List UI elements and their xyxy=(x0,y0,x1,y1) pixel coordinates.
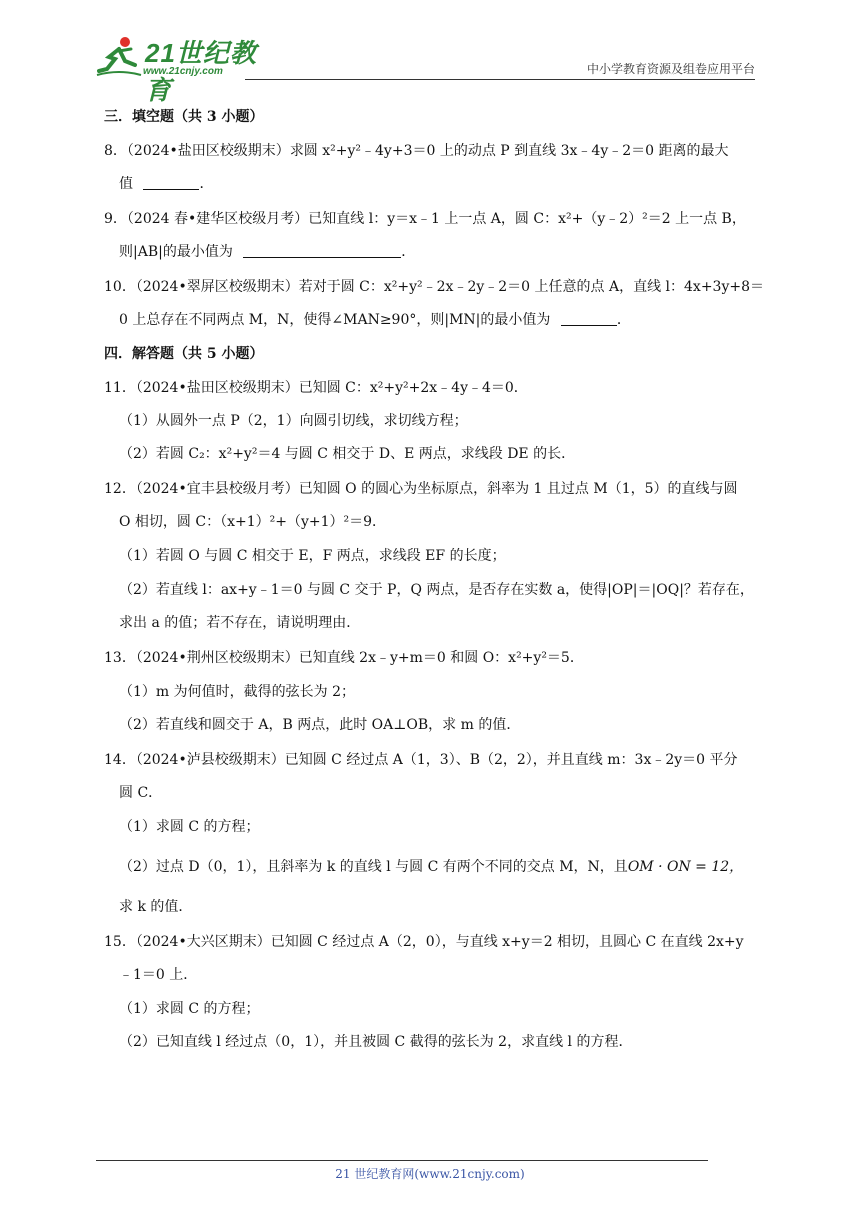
question-14-part-2a xyxy=(119,856,743,876)
question-12-line-2: O 相切，圆 C：（x+1）²+（y+1）²＝9． xyxy=(119,514,387,530)
question-15-part-1: （1）求圆 C 的方程； xyxy=(119,1001,260,1017)
header-divider xyxy=(245,79,755,80)
question-number: 9． xyxy=(104,211,127,227)
question-12-part-2b: 求出 a 的值；若不存在，请说明理由． xyxy=(119,615,361,631)
question-13-line-1 xyxy=(104,647,584,667)
answer-blank[interactable] xyxy=(561,311,617,326)
question-source: （2024•盐田区校级期末） xyxy=(135,380,299,396)
question-text: 求圆 x²+y²﹣4y+3＝0 上的动点 P 到直线 3x﹣4y﹣2＝0 距离的最大 xyxy=(289,143,729,159)
question-12-part-1: （1）若圆 O 与圆 C 相交于 E，F 两点，求线段 EF 的长度； xyxy=(119,548,506,564)
answer-blank[interactable] xyxy=(243,243,401,258)
question-15-line-2: ﹣1＝0 上． xyxy=(119,967,198,983)
question-text: 则|AB|的最小值为 xyxy=(119,244,233,260)
question-text: 已知直线 2x﹣y+m＝0 和圆 O：x²+y²＝5． xyxy=(298,650,584,666)
question-14-line-2: 圆 C． xyxy=(119,785,163,801)
answer-blank[interactable] xyxy=(143,175,199,190)
question-13-part-1: （1）m 为何值时，截得的弦长为 2； xyxy=(119,684,355,700)
question-15-part-2: （2）已知直线 l 经过点（0，1），并且被圆 C 截得的弦长为 2，求直线 l 的方程． xyxy=(119,1034,633,1050)
question-14-part-1: （1）求圆 C 的方程； xyxy=(119,819,260,835)
section-title-fill: 三．填空题（共 3 小题） xyxy=(104,109,264,125)
question-number: 13． xyxy=(104,650,136,666)
runner-logo-icon xyxy=(95,35,143,79)
question-source: （2024•盐田区校级期末） xyxy=(126,143,290,159)
question-9-line-2: 则|AB|的最小值为 ． xyxy=(119,244,416,260)
question-number: 10． xyxy=(104,279,136,295)
footer-divider xyxy=(96,1160,708,1161)
question-number: 11． xyxy=(104,380,136,396)
question-9-line-1 xyxy=(104,208,746,228)
question-text: 0 上总存在不同两点 M，N，使得∠MAN≥90°，则|MN|的最小值为 xyxy=(119,312,551,328)
question-source: （2024•泸县校级期末） xyxy=(135,752,285,768)
question-10-line-2: 0 上总存在不同两点 M，N，使得∠MAN≥90°，则|MN|的最小值为 ． xyxy=(119,312,631,328)
question-12-line-1 xyxy=(104,478,738,498)
question-number: 14． xyxy=(104,752,136,768)
question-text: 已知圆 O 的圆心为坐标原点，斜率为 1 且过点 M（1，5）的直线与圆 xyxy=(298,481,738,497)
logo-text: 21世纪教育 xyxy=(145,38,257,105)
question-source: （2024•宜丰县校级月考） xyxy=(135,481,299,497)
logo-url: www.21cnjy.com xyxy=(143,66,223,77)
page-header xyxy=(95,30,755,105)
question-text: 已知圆 C 经过点 A（1，3）、B（2，2），并且直线 m：3x﹣2y＝0 平分 xyxy=(284,752,738,768)
question-8-line-1 xyxy=(104,140,729,160)
question-12-part-2a: （2）若直线 l：ax+y﹣1＝0 与圆 C 交于 P，Q 两点，是否存在实数 a，使得|OP|＝|OQ|？若存在， xyxy=(119,582,754,598)
site-logo xyxy=(95,35,265,105)
question-8-line-2: 值 ． xyxy=(119,176,214,192)
question-text: 已知直线 l：y＝x﹣1 上一点 A，圆 C：x²+（y﹣2）²＝2 上一点 B， xyxy=(308,211,746,227)
question-13-part-2: （2）若直线和圆交于 A，B 两点，此时 OA⊥OB，求 m 的值． xyxy=(119,717,521,733)
question-14-line-1 xyxy=(104,749,738,769)
question-source: （2024•大兴区期末） xyxy=(135,934,271,950)
question-source: （2024•荆州区校级期末） xyxy=(135,650,299,666)
question-source: （2024 春•建华区校级月考） xyxy=(126,211,309,227)
question-number: 12． xyxy=(104,481,136,497)
question-text: 已知圆 C 经过点 A（2，0），与直线 x+y＝2 相切，且圆心 C 在直线 2x+y xyxy=(270,934,744,950)
question-number: 8． xyxy=(104,143,127,159)
question-11-line-1 xyxy=(104,377,528,397)
question-text: 已知圆 C：x²+y²+2x﹣4y﹣4＝0． xyxy=(298,380,528,396)
section-title-solve: 四．解答题（共 5 小题） xyxy=(104,346,264,362)
question-text: （2）过点 D（0，1），且斜率为 k 的直线 l 与圆 C 有两个不同的交点 M，N，且 xyxy=(119,859,628,875)
question-14-part-2b: 求 k 的值． xyxy=(119,899,193,915)
question-text: 值 xyxy=(119,176,133,192)
question-10-line-1 xyxy=(104,276,764,296)
question-15-line-1 xyxy=(104,931,744,951)
question-11-part-1: （1）从圆外一点 P（2，1）向圆引切线，求切线方程； xyxy=(119,413,468,429)
question-number: 15． xyxy=(104,934,136,950)
header-platform-text: 中小学教育资源及组卷应用平台 xyxy=(586,62,755,76)
footer-link[interactable]: 21 世纪教育网(www.21cnjy.com) xyxy=(335,1167,525,1181)
question-11-part-2: （2）若圆 C₂：x²+y²＝4 与圆 C 相交于 D、E 两点，求线段 DE 的长． xyxy=(119,446,576,462)
vector-expression: OM · ON = 12， xyxy=(627,859,744,875)
question-text: 若对于圆 C：x²+y²﹣2x﹣2y﹣2＝0 上任意的点 A，直线 l：4x+3y+8＝ xyxy=(298,279,764,295)
question-source: （2024•翠屏区校级期末） xyxy=(135,279,299,295)
